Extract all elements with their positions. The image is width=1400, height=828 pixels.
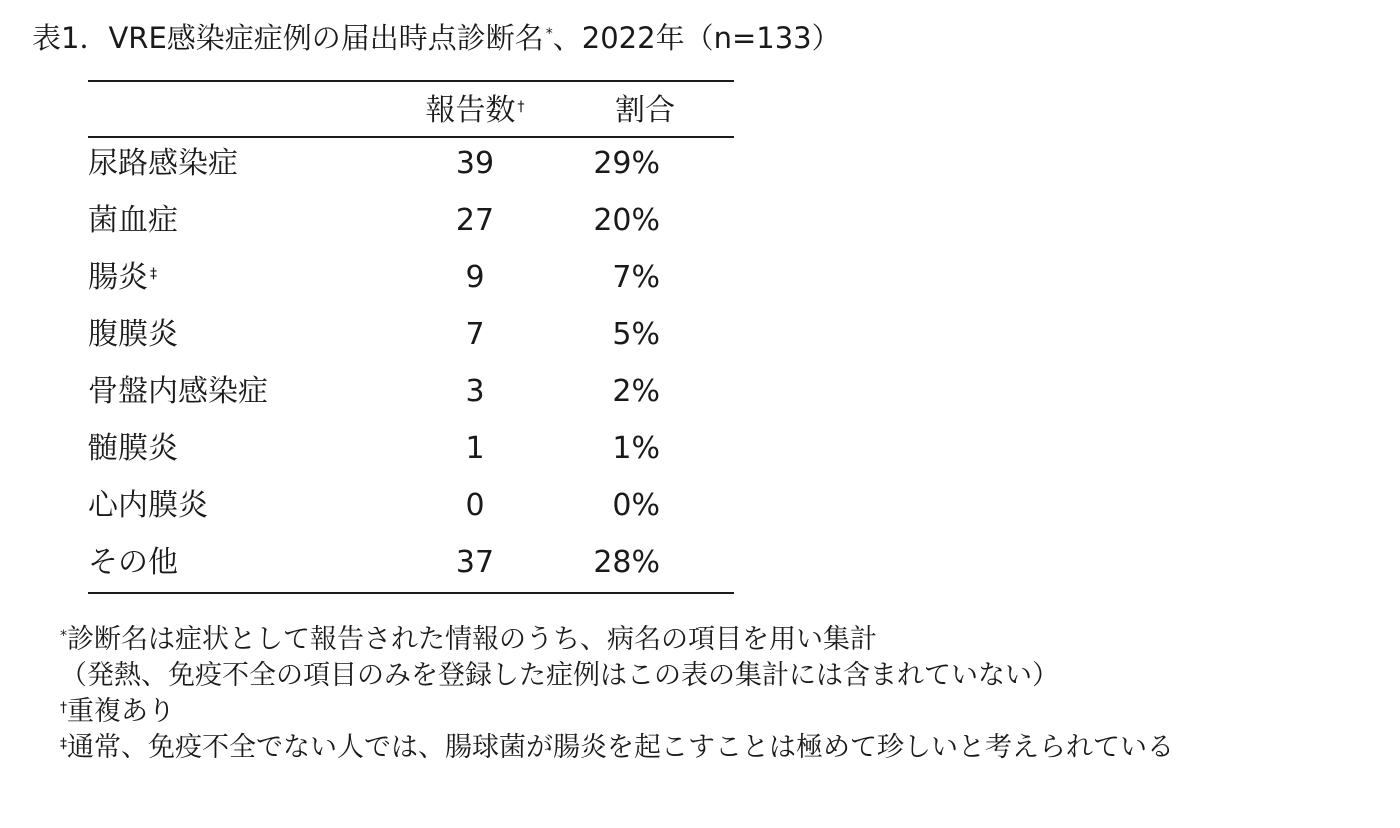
row-label bbox=[88, 315, 180, 355]
header-count-mark: † bbox=[517, 99, 525, 115]
footnote-mark: ‡ bbox=[60, 736, 67, 752]
row-count: 39 bbox=[455, 146, 495, 181]
table-top-rule bbox=[88, 80, 734, 82]
row-label bbox=[88, 429, 180, 469]
header-ratio: 割合 bbox=[615, 93, 675, 128]
row-pct: 5% bbox=[612, 317, 660, 352]
row-pct: 0% bbox=[612, 488, 660, 523]
row-label-text: 腸炎 bbox=[88, 260, 148, 295]
table-bottom-rule bbox=[88, 592, 734, 594]
row-label-text: 腹膜炎 bbox=[88, 317, 178, 352]
header-count bbox=[380, 91, 570, 131]
footnote-text: （発熱、免疫不全の項目のみを登録した症例はこの表の集計には含まれていない） bbox=[60, 660, 1059, 691]
footnote-text: 通常、免疫不全でない人では、腸球菌が腸炎を起こすことは極めて珍しいと考えられている bbox=[67, 732, 1174, 763]
row-count: 7 bbox=[465, 317, 485, 352]
footnote-mark: † bbox=[60, 700, 67, 716]
row-label-text: 骨盤内感染症 bbox=[88, 374, 268, 409]
footnote bbox=[58, 622, 877, 658]
row-count: 0 bbox=[465, 488, 485, 523]
row-label-mark: ‡ bbox=[150, 266, 157, 282]
row-count: 27 bbox=[455, 203, 495, 238]
row-label-text: その他 bbox=[88, 545, 178, 580]
row-label-text: 尿路感染症 bbox=[88, 146, 238, 181]
row-label-text: 心内膜炎 bbox=[88, 488, 208, 523]
footnote-text: 重複あり bbox=[67, 696, 175, 727]
row-label bbox=[88, 258, 157, 298]
row-label bbox=[88, 372, 270, 412]
row-label bbox=[88, 144, 240, 184]
table-title bbox=[32, 18, 841, 58]
row-label bbox=[88, 486, 210, 526]
row-pct: 2% bbox=[612, 374, 660, 409]
row-count: 37 bbox=[455, 545, 495, 580]
footnote bbox=[58, 730, 1174, 766]
row-pct: 7% bbox=[612, 260, 660, 295]
row-label-text: 菌血症 bbox=[88, 203, 178, 238]
row-pct: 1% bbox=[612, 431, 660, 466]
table-title-mark: * bbox=[545, 26, 553, 42]
row-count: 3 bbox=[465, 374, 485, 409]
row-label bbox=[88, 543, 180, 583]
footnote-mark: * bbox=[60, 628, 67, 644]
header-count-label: 報告数 bbox=[425, 93, 516, 128]
row-label bbox=[88, 201, 180, 241]
row-pct: 29% bbox=[593, 146, 660, 181]
table-title-suffix: 、2022年（n=133） bbox=[552, 21, 841, 55]
row-count: 1 bbox=[465, 431, 485, 466]
row-label-text: 髄膜炎 bbox=[88, 431, 178, 466]
row-pct: 20% bbox=[593, 203, 660, 238]
row-count: 9 bbox=[465, 260, 485, 295]
footnote-text: 診断名は症状として報告された情報のうち、病名の項目を用い集計 bbox=[67, 624, 877, 655]
row-pct: 28% bbox=[593, 545, 660, 580]
table-header-rule bbox=[88, 136, 734, 138]
table-title-text: 表1．VRE感染症症例の届出時点診断名 bbox=[32, 21, 544, 55]
footnote bbox=[58, 658, 1059, 694]
footnote bbox=[58, 694, 175, 730]
